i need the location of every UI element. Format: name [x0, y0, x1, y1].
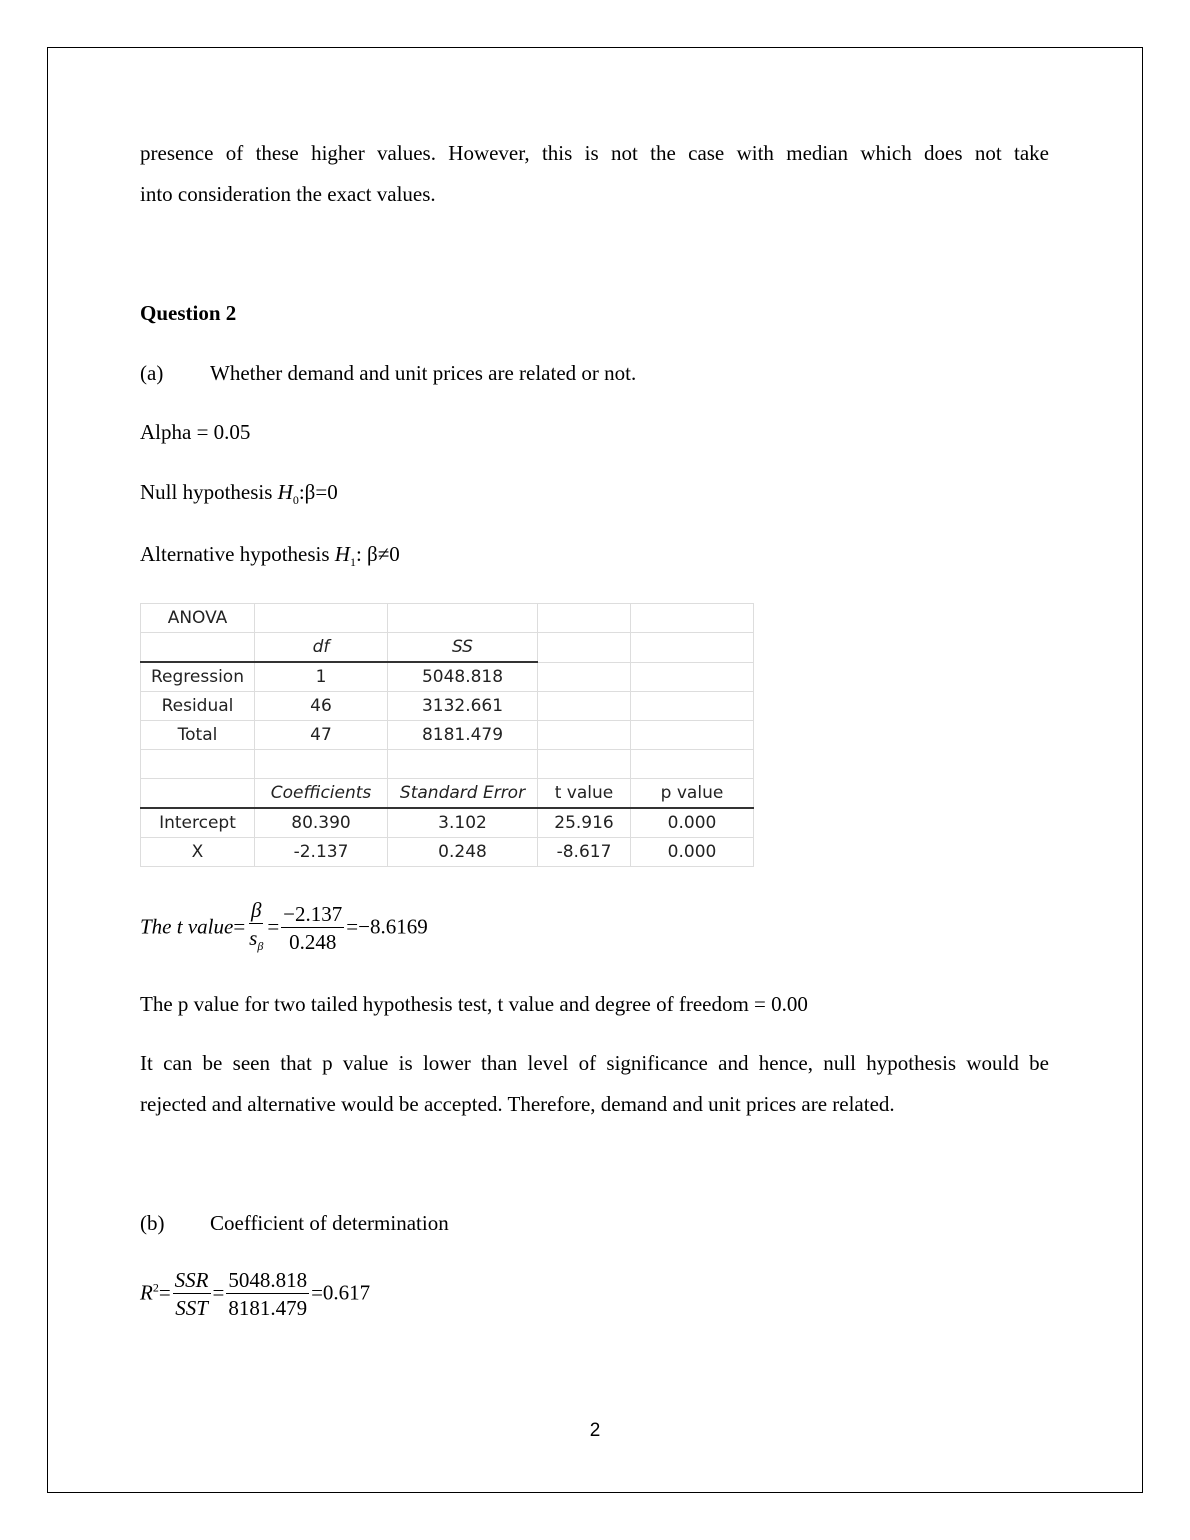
- table-row: Intercept 80.390 3.102 25.916 0.000: [141, 808, 754, 838]
- table-row: Residual 46 3132.661: [141, 692, 754, 721]
- t-value-formula: [140, 897, 428, 960]
- fraction: [173, 1267, 211, 1322]
- header-ss: SS: [388, 633, 538, 663]
- intro-line-2: into consideration the exact values.: [140, 182, 436, 206]
- denominator: s: [249, 926, 258, 950]
- conclusion-line-2: rejected and alternative would be accepted. Therefore, demand and unit prices are related.: [140, 1092, 895, 1116]
- header-coefficients: Coefficients: [255, 779, 388, 809]
- eq: =: [212, 1280, 225, 1305]
- fraction: [226, 1267, 309, 1322]
- r-sup: 2: [152, 1280, 159, 1295]
- eq: =: [233, 914, 246, 939]
- r-symbol: R: [140, 1280, 153, 1305]
- header-std-error: Standard Error: [388, 779, 538, 809]
- null-formula: :β=0: [298, 480, 338, 504]
- header-p-value: p value: [631, 779, 754, 809]
- h0-symbol: H: [277, 480, 293, 504]
- numerator: SSR: [174, 1268, 209, 1292]
- regression-table: [140, 603, 754, 867]
- alt-hypothesis: [140, 542, 400, 570]
- h1-symbol: H: [334, 542, 350, 566]
- denominator: 0.248: [289, 930, 337, 955]
- denominator: SST: [175, 1296, 208, 1320]
- null-label: Null hypothesis: [140, 480, 273, 504]
- fraction: [247, 897, 265, 960]
- conclusion-line-1: It can be seen that p value is lower than level of significance and hence, null hypothesis would be: [140, 1051, 1049, 1075]
- part-b-text: Coefficient of determination: [210, 1211, 449, 1235]
- numerator: β: [251, 898, 262, 922]
- h1-sub: 1: [349, 555, 356, 570]
- r-squared-formula: [140, 1267, 370, 1322]
- table-row: Regression 1 5048.818: [141, 662, 754, 692]
- alt-label: Alternative hypothesis: [140, 542, 330, 566]
- question-heading: [140, 301, 236, 326]
- numerator: −2.137: [283, 902, 343, 927]
- header-t-value: t value: [538, 779, 631, 809]
- table-row: X -2.137 0.248 -8.617 0.000: [141, 838, 754, 867]
- eq: =: [158, 1280, 171, 1305]
- alpha-text: Alpha = 0.05: [140, 420, 251, 444]
- question-title: Question 2: [140, 301, 237, 325]
- part-b-label: (b): [140, 1211, 165, 1235]
- table-title: ANOVA: [141, 604, 255, 633]
- fraction: [281, 901, 344, 956]
- header-df: df: [255, 633, 388, 663]
- page-number: 2: [589, 1420, 601, 1441]
- part-a-label: (a): [140, 361, 164, 385]
- part-b-heading: [140, 1211, 449, 1236]
- t-lhs: The t value: [140, 914, 234, 939]
- null-hypothesis: [140, 480, 338, 508]
- denominator: 8181.479: [228, 1296, 308, 1320]
- r-result: =0.617: [311, 1280, 371, 1305]
- part-a-heading: [140, 361, 636, 386]
- numerator: 5048.818: [228, 1268, 308, 1292]
- t-result: =−8.6169: [346, 914, 428, 939]
- eq: =: [267, 914, 280, 939]
- table-row: Total 47 8181.479: [141, 721, 754, 750]
- denominator-sub: β: [257, 939, 264, 954]
- h0-sub: 0: [292, 493, 299, 508]
- intro-line-1: presence of these higher values. However, this is not the case with median which does not take: [140, 141, 1049, 165]
- alt-formula: : β≠0: [355, 542, 400, 566]
- p-value-text: The p value for two tailed hypothesis test, t value and degree of freedom = 0.00: [140, 992, 808, 1016]
- part-a-text: Whether demand and unit prices are related or not.: [210, 361, 637, 385]
